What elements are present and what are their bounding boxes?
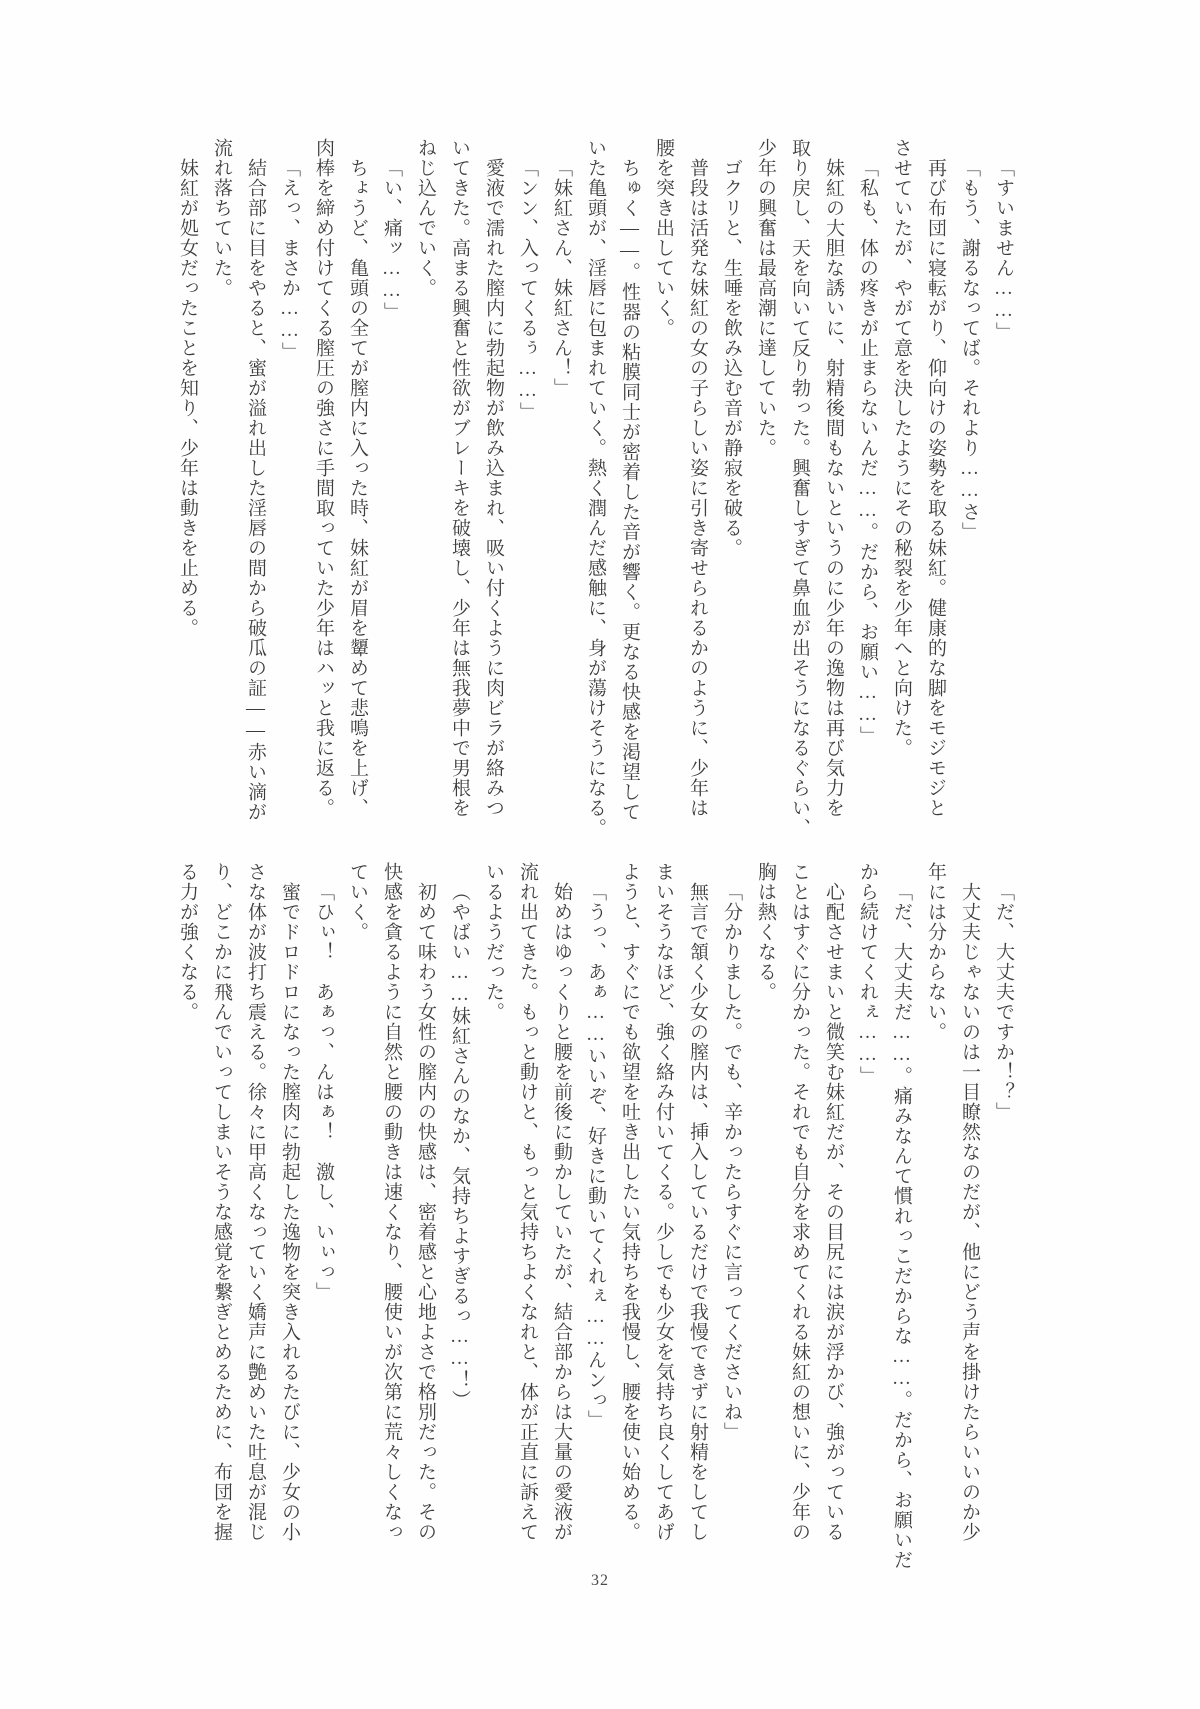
text-column: 「ひぃ！ あぁっ、んはぁ！ 激し、いぃっ」: [313, 882, 334, 1302]
text-column: 「だ、大丈夫だ……。痛みなんて慣れっこだからな……。だから、お願いだ: [891, 882, 912, 1570]
text-block-top: [170, 138, 1020, 838]
text-column: 始めはゆっくりと腰を前後に動かしていたが、結合部からは大量の愛液が: [551, 882, 572, 1542]
text-column: 普段は活発な妹紅の女の子らしい姿に引き寄せられるかのように、少年は: [687, 158, 708, 818]
text-column: いるようだった。: [483, 862, 504, 1022]
text-column: り、どこかに飛んでいってしまいそうな感覚を繋ぎとめるために、布団を握: [211, 862, 232, 1542]
text-column: いた亀頭が、淫唇に包まれていく。熱く潤んだ感触に、身が蕩けそうになる。: [585, 138, 606, 838]
text-column: 大丈夫じゃないのは一目瞭然なのだが、他にどう声を掛けたらいいのか少: [959, 882, 980, 1542]
text-column: 年には分からない。: [925, 862, 946, 1042]
text-column: ようと、すぐにでも欲望を吐き出したい気持ちを我慢し、腰を使い始める。: [619, 862, 640, 1542]
text-column: さな体が波打ち震える。徐々に甲高くなっていく嬌声に艶めいた吐息が混じ: [245, 862, 266, 1542]
text-column: から続けてくれぇ……」: [857, 862, 878, 1086]
text-column: 無言で頷く少女の膣内は、挿入しているだけで我慢できずに射精をしてし: [687, 882, 708, 1542]
text-column: 「えっ、まさか……」: [279, 158, 300, 362]
text-column: 蜜でドロドロになった膣肉に勃起した逸物を突き入れるたびに、少女の小: [279, 882, 300, 1542]
text-column: 「すいません……」: [993, 158, 1014, 342]
text-column: ちょうど、亀頭の全てが膣内に入った時、妹紅が眉を顰めて悲鳴を上げ、: [347, 158, 368, 818]
text-column: 「うっ、あぁ……いいぞ、好きに動いてくれぇ……んンっ」: [585, 882, 606, 1430]
text-block-bottom: [170, 862, 1020, 1570]
text-column: 肉棒を締め付けてくる膣圧の強さに手間取っていた少年はハッと我に返る。: [313, 138, 334, 818]
text-column: ていく。: [347, 862, 368, 942]
text-column: 快感を貪るように自然と腰の動きは速くなり、腰使いが次第に荒々しくなっ: [381, 862, 402, 1542]
text-column: 妹紅の大胆な誘いに、射精後間もないというのに少年の逸物は再び気力を: [823, 158, 844, 818]
text-column: 流れ出てきた。もっと動けと、もっと気持ちよくなれと、体が正直に訴えて: [517, 862, 538, 1542]
text-column: 取り戻し、天を向いて反り勃った。興奮しすぎて鼻血が出そうになるぐらい、: [789, 138, 810, 838]
text-column: まいそうなほど、強く絡み付いてくる。少しでも少女を気持ち良くしてあげ: [653, 862, 674, 1542]
text-column: 胸は熱くなる。: [755, 862, 776, 1002]
text-column: 心配させまいと微笑む妹紅だが、その目尻には涙が浮かび、強がっている: [823, 882, 844, 1542]
text-column: 「ンン、入ってくるぅ……」: [517, 158, 538, 422]
text-column: 「私も、体の疼きが止まらないんだ……。だから、お願い……」: [857, 158, 878, 746]
text-column: 「妹紅さん、妹紅さん！」: [551, 158, 572, 398]
text-column: 妹紅が処女だったことを知り、少年は動きを止める。: [177, 158, 198, 638]
text-column: ちゅく――。性器の粘膜同士が密着した音が響く。更なる快感を渇望して: [619, 158, 640, 822]
text-column: る力が強くなる。: [177, 862, 198, 1022]
text-column: ことはすぐに分かった。それでも自分を求めてくれる妹紅の想いに、少年の: [789, 862, 810, 1542]
text-column: 「分かりました。でも、辛かったらすぐに言ってくださいね」: [721, 882, 742, 1442]
text-column: いてきた。高まる興奮と性欲がブレーキを破壊し、少年は無我夢中で男根を: [449, 138, 470, 818]
text-column: 少年の興奮は最高潮に達していた。: [755, 138, 776, 458]
text-column: 流れ落ちていた。: [211, 138, 232, 298]
page-number: 32: [591, 1572, 609, 1589]
text-column: 再び布団に寝転がり、仰向けの姿勢を取る妹紅。健康的な脚をモジモジと: [925, 158, 946, 818]
text-column: 「もう、謝るなってば。それより……さ」: [959, 158, 980, 542]
text-column: （やばい……妹紅さんのなか、気持ちよすぎるっ……！）: [449, 882, 470, 1410]
text-column: 愛液で濡れた膣内に勃起物が飲み込まれ、吸い付くように肉ビラが絡みつ: [483, 158, 504, 818]
text-column: 「い、痛ッ……」: [381, 158, 402, 322]
text-column: させていたが、やがて意を決したようにその秘裂を少年へと向けた。: [891, 138, 912, 758]
text-column: 初めて味わう女性の膣内の快感は、密着感と心地よさで格別だった。その: [415, 882, 436, 1542]
text-column: ゴクリと、生唾を飲み込む音が静寂を破る。: [721, 158, 742, 558]
text-column: 「だ、大丈夫ですか！？」: [993, 882, 1014, 1122]
text-column: ねじ込んでいく。: [415, 138, 436, 298]
text-column: 結合部に目をやると、蜜が溢れ出した淫唇の間から破瓜の証――赤い滴が: [245, 158, 266, 822]
text-column: 腰を突き出していく。: [653, 138, 674, 338]
